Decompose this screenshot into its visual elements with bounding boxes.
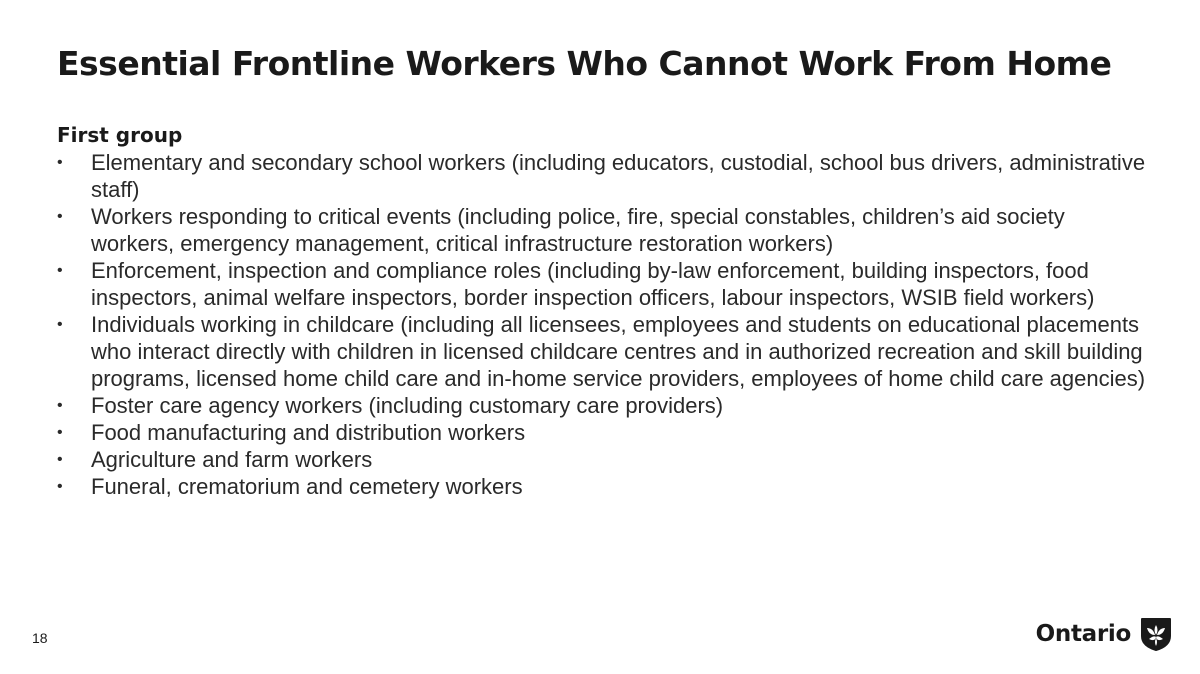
bullet-icon: • bbox=[57, 424, 63, 441]
list-item-text: Food manufacturing and distribution workers bbox=[91, 420, 526, 445]
list-item-text: Individuals working in childcare (including all licensees, employees and students on educational placements who interact directly with children in licensed childcare centres and in authorized recreation and skill building programs, licensed home child care and in-home service providers, employees of home child care agencies) bbox=[91, 312, 1146, 391]
list-item bbox=[57, 419, 1147, 446]
slide-title: Essential Frontline Workers Who Cannot Work From Home bbox=[57, 44, 1112, 83]
list-item-text: Workers responding to critical events (including police, fire, special constables, children’s aid society workers, emergency management, critical infrastructure restoration workers) bbox=[91, 204, 1065, 256]
bullet-icon: • bbox=[57, 478, 63, 495]
list-item-text: Funeral, crematorium and cemetery workers bbox=[91, 474, 523, 499]
list-item bbox=[57, 257, 1147, 311]
list-item bbox=[57, 473, 1147, 500]
list-item bbox=[57, 392, 1147, 419]
worker-list bbox=[57, 149, 1147, 500]
list-item-text: Elementary and secondary school workers (including educators, custodial, school bus drivers, administrative staff) bbox=[91, 150, 1146, 202]
ontario-logo bbox=[1036, 616, 1173, 652]
logo-wordmark: Ontario bbox=[1035, 621, 1131, 647]
list-item bbox=[57, 203, 1147, 257]
trillium-icon bbox=[1139, 616, 1173, 652]
page-number: 18 bbox=[32, 630, 48, 646]
bullet-icon: • bbox=[57, 262, 63, 279]
bullet-icon: • bbox=[57, 154, 63, 171]
bullet-icon: • bbox=[57, 316, 63, 333]
list-item bbox=[57, 446, 1147, 473]
list-item-text: Foster care agency workers (including customary care providers) bbox=[91, 393, 724, 418]
list-item-text: Enforcement, inspection and compliance roles (including by-law enforcement, building inspectors, food inspectors, animal welfare inspectors, border inspection officers, labour inspectors, WSIB field workers) bbox=[91, 258, 1095, 310]
list-item bbox=[57, 149, 1147, 203]
bullet-icon: • bbox=[57, 397, 63, 414]
list-item-text: Agriculture and farm workers bbox=[91, 447, 373, 472]
bullet-icon: • bbox=[57, 451, 63, 468]
bullet-icon: • bbox=[57, 208, 63, 225]
list-item bbox=[57, 311, 1147, 392]
section-heading: First group bbox=[57, 123, 183, 147]
